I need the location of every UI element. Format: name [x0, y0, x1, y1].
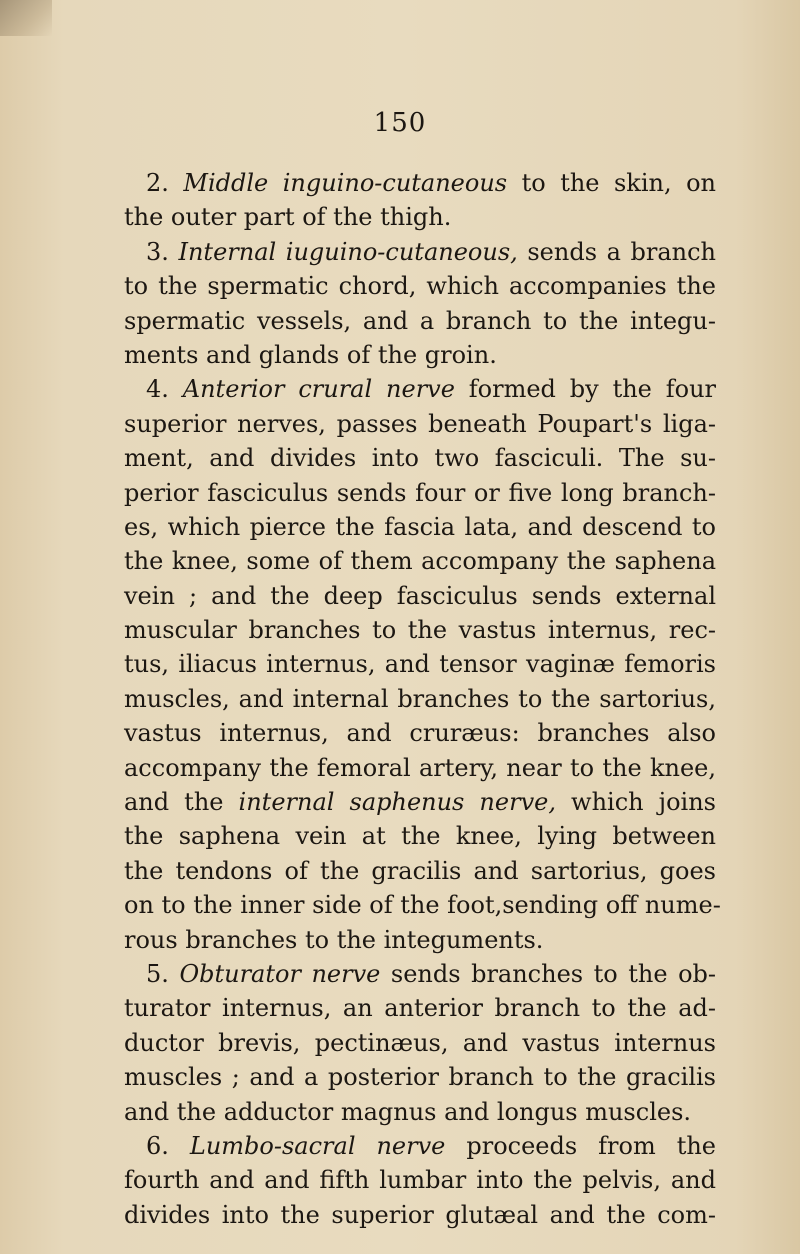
text-run: superior nerves, passes beneath Poupart's liga-	[124, 409, 716, 438]
text-run: divides into the superior glutæal and the com-	[124, 1200, 716, 1229]
text-line	[124, 716, 716, 750]
italic-term: Anterior crural nerve	[182, 375, 455, 404]
text-run: rous branches to the integuments.	[124, 925, 544, 954]
italic-term: Internal iuguino-cutaneous,	[178, 237, 518, 266]
text-run: which joins	[555, 788, 716, 817]
text-line	[124, 269, 716, 303]
text-line	[124, 304, 716, 338]
text-run: and the	[124, 788, 239, 817]
text-line	[124, 441, 716, 475]
text-run: es, which pierce the fascia lata, and descend to	[124, 512, 716, 541]
text-line	[124, 372, 716, 406]
text-run: vein ; and the deep fasciculus sends external	[124, 581, 716, 610]
text-run: ductor brevis, pectinæus, and vastus internus	[124, 1028, 716, 1057]
text-run: accompany the femoral artery, near to the knee,	[124, 753, 716, 782]
text-line	[124, 407, 716, 441]
text-line	[124, 1095, 716, 1129]
text-line	[124, 200, 716, 234]
text-line	[124, 235, 716, 269]
text-run: proceeds from the	[445, 1131, 717, 1160]
text-run: fourth and and fifth lumbar into the pelvis, and	[124, 1166, 716, 1195]
text-run: the knee, some of them accompany the saphena	[124, 547, 716, 576]
italic-term: Obturator nerve	[179, 959, 381, 988]
text-line	[124, 1060, 716, 1094]
text-run: 4.	[146, 375, 183, 404]
text-run: muscles, and internal branches to the sartorius,	[124, 684, 716, 713]
text-line	[124, 785, 716, 819]
text-line	[124, 1129, 716, 1163]
page-number: 150	[373, 108, 427, 138]
text-run: the outer part of the thigh.	[124, 203, 452, 232]
text-line	[124, 338, 716, 372]
text-line	[124, 613, 716, 647]
text-line	[124, 544, 716, 578]
text-line	[124, 957, 716, 991]
text-run: vastus internus, and cruræus: branches also	[124, 719, 716, 748]
text-run: spermatic vessels, and a branch to the integu-	[124, 306, 716, 335]
text-run: tus, iliacus internus, and tensor vaginæ femoris	[124, 650, 716, 679]
text-line	[124, 579, 716, 613]
text-run: 2.	[146, 169, 184, 197]
text-run: sends a branch	[517, 237, 716, 266]
text-line	[124, 991, 716, 1025]
text-run: sends branches to the ob-	[380, 959, 717, 988]
italic-term: Lumbo-sacral nerve	[189, 1131, 446, 1160]
text-run: perior fasciculus sends four or five long branch-	[124, 478, 716, 507]
text-line	[124, 923, 716, 957]
text-run: and the adductor magnus and longus muscles.	[124, 1097, 692, 1126]
text-run: ment, and divides into two fasciculi. The su-	[124, 444, 716, 473]
text-run: turator internus, an anterior branch to the ad-	[124, 994, 716, 1023]
text-line	[124, 1163, 716, 1197]
text-run: 5.	[146, 959, 180, 988]
italic-term: Middle inguino-cutaneous	[183, 169, 508, 197]
text-run: muscles ; and a posterior branch to the gracilis	[124, 1063, 716, 1092]
text-line	[124, 888, 721, 922]
text-line	[124, 510, 716, 544]
text-line	[124, 682, 716, 716]
text-line	[124, 647, 716, 681]
text-run: to the skin, on	[507, 169, 716, 197]
text-run: muscular branches to the vastus internus, rec-	[124, 616, 716, 645]
text-run: 3.	[146, 237, 179, 266]
text-line	[124, 1026, 716, 1060]
text-run: on to the inner side of the foot,sending off nume-	[124, 891, 721, 920]
text-run: 6.	[146, 1131, 190, 1160]
text-line	[124, 476, 716, 510]
text-run: ments and glands of the groin.	[124, 340, 497, 369]
text-run: the tendons of the gracilis and sartorius, goes	[124, 856, 716, 885]
italic-term: internal saphenus nerve,	[238, 788, 556, 817]
body-text	[124, 166, 721, 1232]
text-run: formed by the four	[454, 375, 716, 404]
text-run: the saphena vein at the knee, lying between	[124, 822, 716, 851]
text-line	[124, 1198, 716, 1232]
text-line	[124, 854, 716, 888]
text-line	[124, 751, 716, 785]
text-run: to the spermatic chord, which accompanies the	[124, 272, 716, 301]
page-corner-mark	[0, 0, 52, 36]
text-line	[124, 819, 716, 853]
text-line	[124, 166, 716, 200]
